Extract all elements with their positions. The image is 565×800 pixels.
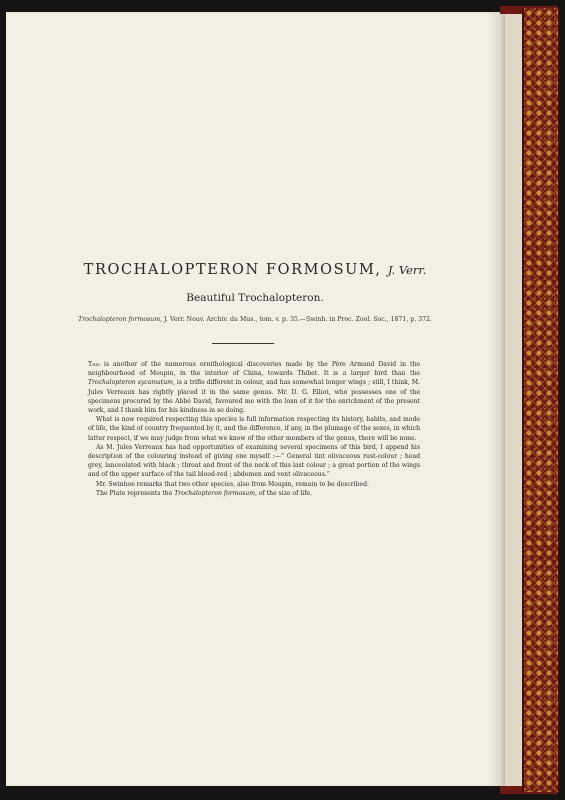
paragraph-5-text-b: of the size of life.: [258, 489, 313, 497]
paragraph-1-text-b: is a trifle different in colour, and has somewhat longer wings ; still, I think, M. Jules Verreaux has rightly placed it in the same genus. Mr. D. G. Elliot, who possesses one of the specimens procured by the Abbé David, favoured me with the loan of it for the enrichment of the present work, and I thank him for his kindness in so doing.: [88, 379, 421, 415]
citation-line: [6, 316, 504, 323]
paragraph-5-species: Trochalopteron formosum,: [174, 489, 257, 497]
gutter-shadow: [488, 12, 504, 786]
paragraph-2: What is now required respecting this species is full information respecting its history, habits, and mode of life, the kind of country frequented by it, and the difference, if any, in the plumage of the sexes, in which latter respect, if we may judge from what we know of the other members of the genus, there will be none.: [88, 416, 420, 442]
citation-text: J. Verr. Nouv. Archiv. du Mus., tom. v. p. 35.—Swinh. in Proc. Zool. Soc., 1871, p. 372.: [164, 316, 432, 323]
page-edges: [504, 14, 523, 786]
title-main: TROCHALOPTERON FORMOSUM,: [83, 262, 382, 278]
body-text: [88, 360, 420, 498]
species-title: [6, 262, 504, 278]
page-content: [6, 12, 504, 786]
paragraph-1-text-a: is another of the numerous ornithological discoveries made by the Père Armand David in the neighbourhood of Moupin, in the interior of China, towards Thibet. It is a larger bird than the: [88, 361, 421, 378]
paragraph-4: Mr. Swinhoe remarks that two other species, also from Moupin, remain to be described.: [96, 480, 369, 488]
paragraph-3: As M. Jules Verreaux has had opportunities of examining several specimens of this bird, I append his description of the colouring instead of giving one myself :—“ General tint olivaceous rust-colour ; head grey, lanceolated with black ; throat and front of the neck of this last colour ; a great portion of the wings and of the upper surface of the tail blood-red ; abdomen and vent olivaceous.”: [88, 443, 420, 479]
divider-rule: [212, 343, 274, 344]
paragraph-1-species: Trochalopteron sycamatum,: [88, 379, 175, 387]
decorative-binding: [522, 8, 560, 792]
common-name: Beautiful Trochalopteron.: [186, 292, 324, 304]
title-author: J. Verr.: [387, 263, 427, 277]
citation-species: Trochalopteron formosum,: [78, 316, 163, 323]
paragraph-5: [88, 489, 420, 498]
paragraph-1: [88, 360, 420, 415]
paragraph-1-lead: This: [88, 361, 100, 368]
paragraph-5-text-a: The Plate represents the: [96, 489, 173, 497]
book-page: [6, 12, 504, 786]
